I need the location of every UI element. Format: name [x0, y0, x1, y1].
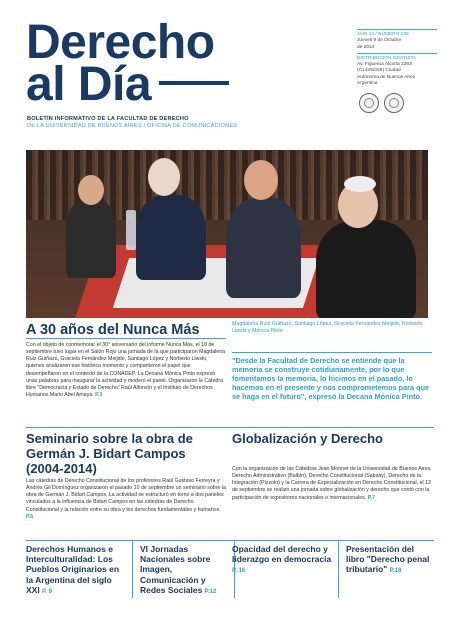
- teaser-vi-jornadas[interactable]: [140, 544, 230, 597]
- pinto-quote: "Desde la Facultad de Derecho se entiende que la memoria se construye cotidianamente, por lo que fomentamos la memoria, lo hicimos en el pasado, lo hacemos en el presente y nos comprometemos para que se haga en el futuro", expresó la Decana Mónica Pinto.: [232, 356, 430, 402]
- teaser-derechos-humanos[interactable]: [26, 544, 126, 597]
- teaser-page: P. 16: [232, 568, 246, 575]
- photo-person-1: [66, 198, 116, 278]
- address-line-4: Argentina: [357, 81, 378, 87]
- issue-number: AÑO 13 / NÚMERO 238: [357, 32, 409, 37]
- teaser-title: Presentación del libro "Derecho penal tributario": [346, 544, 430, 575]
- seminario-body-text: Las cátedras de Derecho Constitucional de los profesores Raúl Gustavo Ferreyra y Andrés Gil Domínguez organizaron el pasado 10 de septiembre un seminario sobre la obra de Germán J. Bidart Campos. La actividad se estructuró en torno a dos paneles vinculados a la influencia de Bidart Campos en las cátedras de Derecho Constitucional y la relación entre su obra y los derechos fundamentales y humanos.: [26, 478, 226, 513]
- quote-rule: [232, 352, 432, 353]
- distribution-label: DISTRIBUCIÓN GRATUITA: [357, 55, 417, 61]
- nunca-mas-body: [26, 342, 226, 399]
- section-divider: [26, 427, 434, 428]
- globalizacion-body-text: Con la organización de las Cátedras Jean Monnet de la Universidad de Buenos Aires, Derecho Administrativo (Balbín), Derecho Constitucional (Sabsay), Derecho de la Integración (Pizzolo) y la Carrera de Especialización en Derecho Constitucional, el 12 de septiembre se realizó una jornada sobre globalización y derecho que contó con la participación de expositores nacionales e internacionales.: [232, 466, 432, 501]
- masthead-title-line-1: Derecho: [26, 16, 215, 69]
- teaser-title: Derechos Humanos e Interculturalidad: Los Pueblos Originarios en la Argentina del siglo XXI: [26, 544, 120, 595]
- photo-head-3: [244, 160, 278, 200]
- teaser-presentacion-libro[interactable]: [346, 544, 434, 577]
- nunca-mas-body-text: Con el objeto de conmemorar el 30° aniversario del informe Nunca Más, el 18 de septiembre tuvo lugar en el Salón Rojo una jornada de la que participaron Magdalena Ruiz Guiñazú, Graciela Fernández Meijide, Santiago López y Norberto Liwski, quienes analizaron ese histórico momento y compartieron el papel que desempeñaron en el contexto de la CONADEP. La Decana Mónica Pinto expresó unas palabras para inaugurar la actividad y moderó el panel. Organizaron la Cátedra libre "Democracia y Estado de Derecho" Raúl Alfonsín y el Instituto de Derechos Humanos Mario Abel Amaya.: [26, 342, 226, 399]
- seminario-headline: Seminario sobre la obra de Germán J. Bidart Campos (2004-2014): [26, 431, 193, 476]
- masthead-subtitle: [27, 116, 327, 130]
- photo-caption: Magdalena Ruiz Guiñazú, Santiago López, Graciela Fernández Meijide, Norberto Liwski y Mónica Pinto: [232, 321, 423, 334]
- address-line-2: (C1425CKB) Ciudad: [357, 68, 401, 74]
- photo-person-3: [226, 198, 301, 298]
- photo-person-4: [316, 220, 416, 318]
- masthead-subtitle-line-1: BOLETÍN INFORMATIVO DE LA FACULTAD DE DERECHO: [27, 116, 189, 122]
- event-photo: [26, 150, 428, 318]
- teaser-opacidad[interactable]: [232, 544, 334, 577]
- seminario-page-ref: P.5: [26, 513, 34, 520]
- address-line-3: Autónoma de Buenos Aires: [357, 74, 416, 80]
- photo-head-2: [148, 158, 180, 196]
- nunca-mas-headline: A 30 años del Nunca Más: [26, 322, 200, 338]
- photo-person-2: [136, 195, 206, 280]
- teaser-page: P.12: [204, 588, 217, 595]
- issue-info: [357, 27, 437, 87]
- teasers: [26, 540, 434, 600]
- masthead-subtitle-line-2: DE LA UNIVERSIDAD DE BUENOS AIRES / OFICINA DE COMUNICACIONES: [27, 123, 238, 129]
- nunca-mas-page-ref: P.3: [95, 392, 103, 399]
- masthead-title-line-2-text: al Día: [26, 58, 152, 111]
- globalizacion-headline: Globalización y Derecho: [232, 431, 383, 446]
- issue-date-line-1: Jueves 9 de Octubre: [357, 38, 402, 44]
- seminario-body: [26, 478, 226, 521]
- masthead-title-line-2: [26, 58, 326, 111]
- nunca-mas-rule: [26, 338, 226, 339]
- derecho-seal-icon: [384, 93, 404, 113]
- teaser-divider: [132, 540, 133, 598]
- globalizacion-body: [232, 466, 432, 502]
- teaser-divider: [338, 540, 339, 598]
- teaser-title: Opacidad del derecho y liderazgo en democracia: [232, 544, 332, 565]
- seals: [357, 93, 411, 115]
- teaser-page: P. 9: [42, 588, 52, 595]
- uba-seal-icon: [359, 93, 379, 113]
- masthead-dash: [159, 81, 229, 85]
- masthead-title: [26, 16, 326, 111]
- teaser-title: VI Jornadas Nacionales sobre Imagen, Comunicación y Redes Sociales: [140, 544, 211, 595]
- photo-head-1: [78, 175, 104, 205]
- teaser-page: P.18: [389, 568, 402, 575]
- globalizacion-page-ref: P.7: [367, 494, 375, 501]
- issue-date-line-2: de 2014: [357, 44, 375, 50]
- issue-divider-middle: [357, 53, 437, 54]
- photo-water-bottle: [126, 210, 136, 250]
- issue-divider-top: [357, 29, 437, 30]
- photo-hair-4: [344, 176, 376, 192]
- address-line-1: Av. Figueroa Alcorta 2263: [357, 62, 412, 68]
